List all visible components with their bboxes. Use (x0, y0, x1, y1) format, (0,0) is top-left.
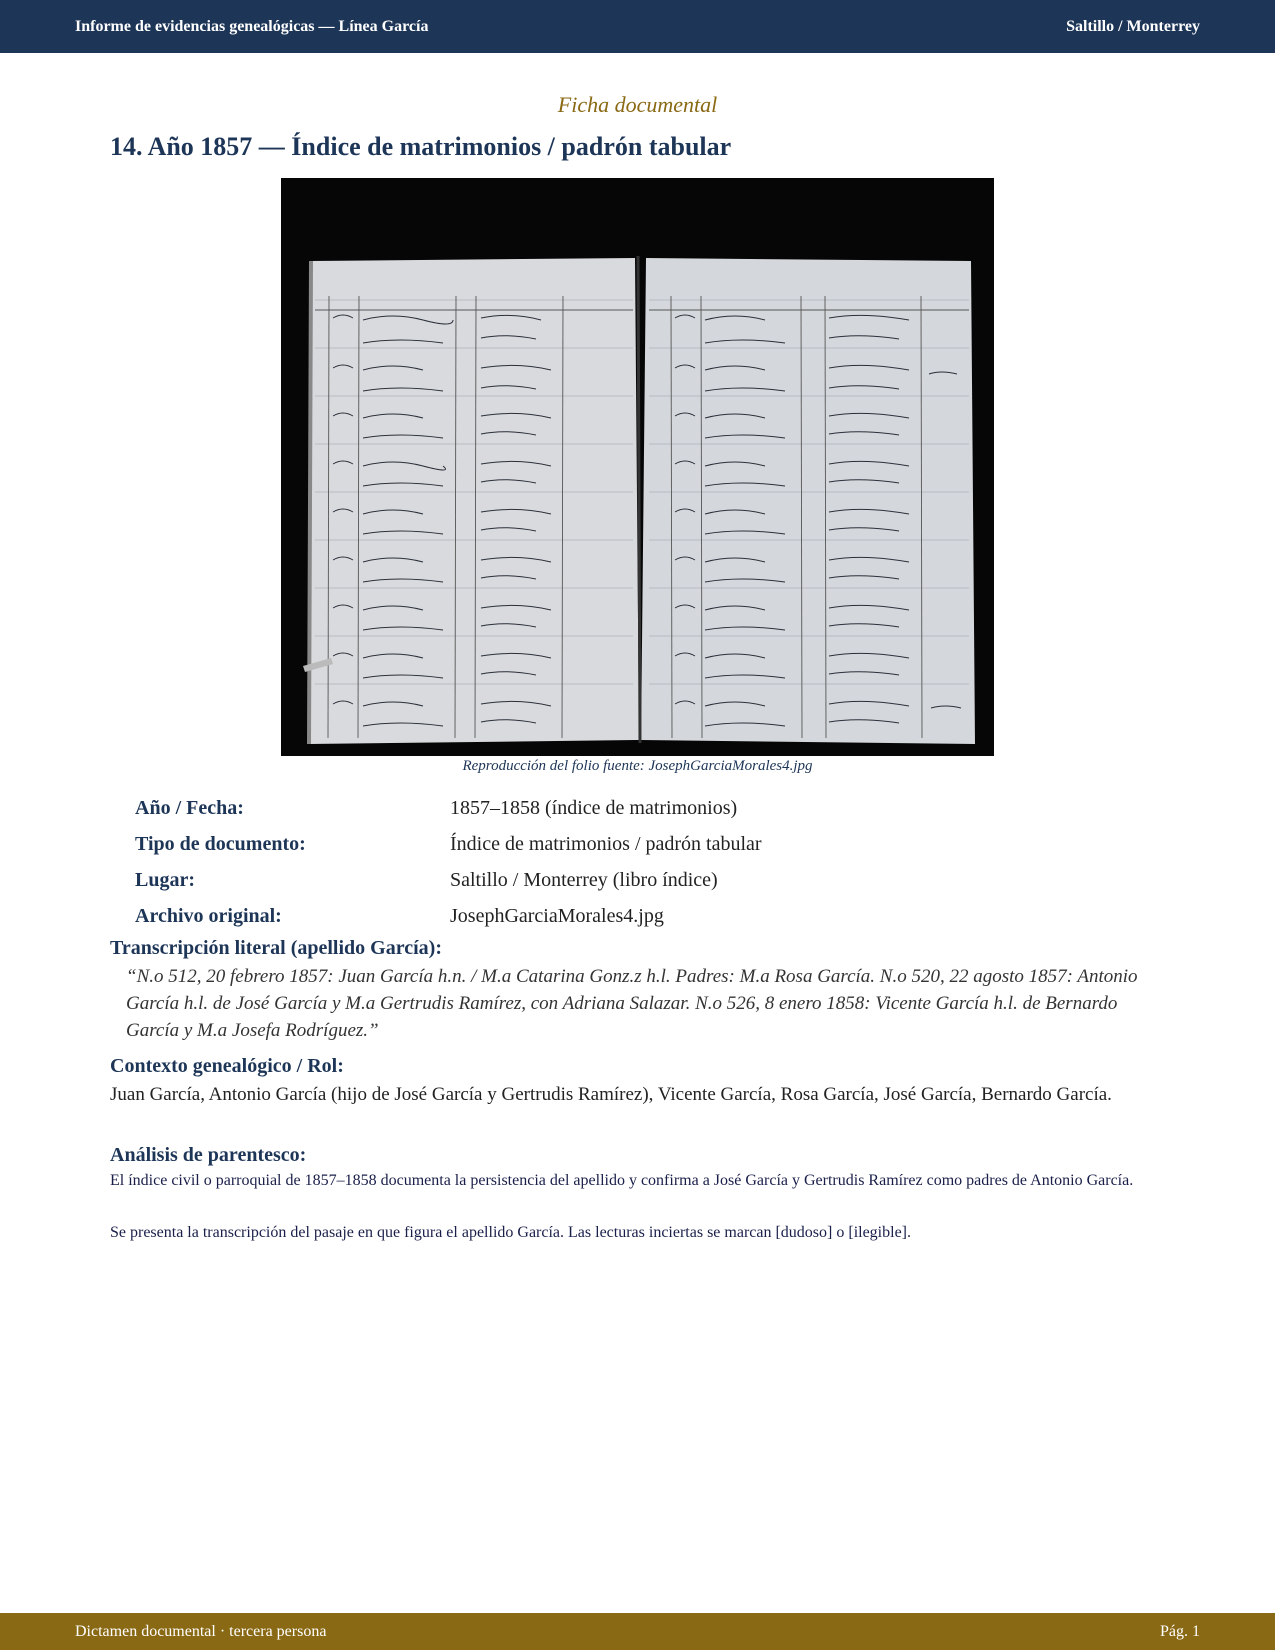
metadata-label: Año / Fecha: (135, 796, 244, 819)
footer-bar (0, 1613, 1275, 1650)
section-kicker: Ficha documental (557, 92, 718, 117)
footer-label: Dictamen documental · tercera persona (75, 1622, 327, 1640)
image-caption: Reproducción del folio fuente: JosephGarciaMorales4.jpg (462, 758, 813, 774)
page-title: 14. Año 1857 — Índice de matrimonios / padrón tabular (110, 132, 732, 161)
metadata-label: Tipo de documento: (135, 832, 306, 855)
context-text: Juan García, Antonio García (hijo de José García y Gertrudis Ramírez), Vicente García, Rosa García, José García, Bernardo García. (110, 1084, 1112, 1105)
metadata-value: JosephGarciaMorales4.jpg (450, 904, 664, 927)
transcription-heading: Transcripción literal (apellido García): (110, 937, 442, 959)
metadata-label: Lugar: (135, 868, 195, 891)
transcription-quote: “N.o 512, 20 febrero 1857: Juan García h.n. / M.a Catarina Gonz.z h.l. Padres: M.a Rosa García. N.o 520, 22 agosto 1857: Antonio García h.l. de José García y M.a Gertrudis Ramírez, con Adriana Salazar. N.o 526, 8 enero 1858: Vicente García h.l. de Bernardo García y M.a Josefa Rodríguez.” (126, 966, 1138, 1041)
page-number: Pág. 1 (1160, 1622, 1200, 1640)
metadata-row-date (135, 790, 1135, 826)
metadata-value: Índice de matrimonios / padrón tabular (450, 832, 762, 855)
analysis-paragraph: El índice civil o parroquial de 1857–1858 documenta la persistencia del apellido y confirma a José García y Gertrudis Ramírez como padres de Antonio García. (110, 1172, 1134, 1189)
context-heading: Contexto genealógico / Rol: (110, 1055, 344, 1077)
report-title: Informe de evidencias genealógicas — Línea García (75, 17, 429, 35)
metadata-value: 1857–1858 (índice de matrimonios) (450, 796, 738, 819)
metadata-value: Saltillo / Monterrey (libro índice) (450, 868, 718, 891)
analysis-heading: Análisis de parentesco: (110, 1144, 307, 1166)
metadata-row-file (135, 898, 1135, 934)
metadata-row-type (135, 826, 1135, 862)
metadata-label: Archivo original: (135, 904, 282, 927)
ledger-scan-illustration (281, 178, 994, 756)
header-location: Saltillo / Monterrey (1066, 17, 1200, 35)
scanned-ledger-image (281, 178, 994, 756)
analysis-note: Se presenta la transcripción del pasaje en que figura el apellido García. Las lecturas inciertas se marcan [dudoso] o [ilegible]. (110, 1224, 911, 1241)
metadata-table (135, 790, 1135, 934)
header-bar (0, 0, 1275, 53)
metadata-row-place (135, 862, 1135, 898)
